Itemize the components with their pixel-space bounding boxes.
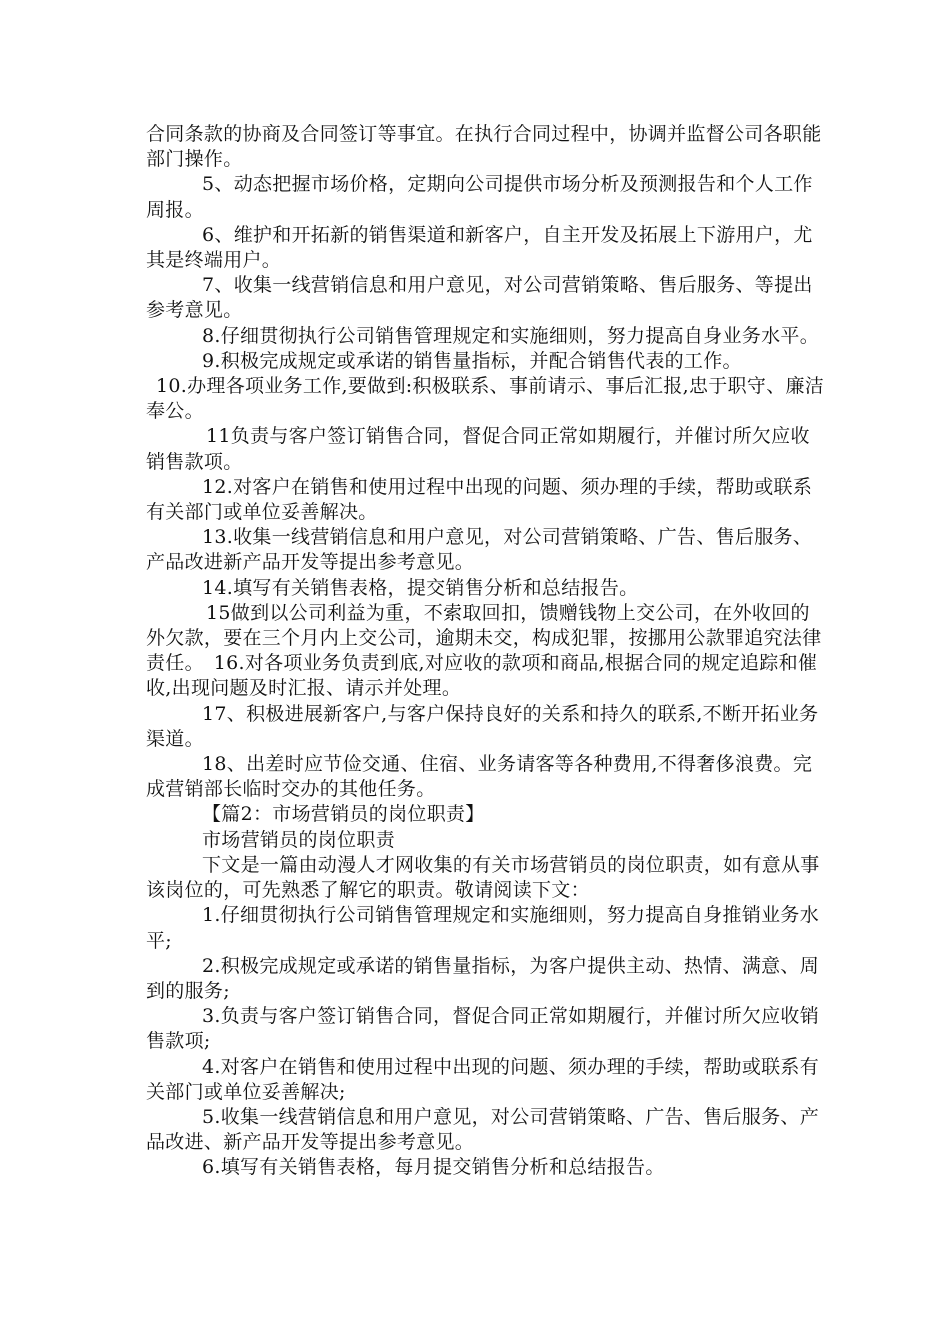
paragraph-item-11: 11负责与客户签订销售合同，督促合同正常如期履行，并催讨所欠应收销售款项。 bbox=[146, 425, 810, 473]
intro-paragraph: 下文是一篇由动漫人才网收集的有关市场营销员的岗位职责，如有意从事该岗位的，可先熟悉了解它的职责。敬请阅读下文： bbox=[146, 853, 820, 902]
paragraph-item-5: 5、动态把握市场价格，定期向公司提供市场分析及预测报告和个人工作周报。 bbox=[146, 173, 813, 221]
paragraph-item-18: 18、出差时应节俭交通、住宿、业务请客等各种费用,不得奢侈浪费。完成营销部长临时交办的其他任务。 bbox=[146, 753, 813, 801]
paragraph-item-9: 9.积极完成规定或承诺的销售量指标，并配合销售代表的工作。 bbox=[202, 349, 742, 372]
section-heading: 【篇2：市场营销员的岗位职责】 bbox=[202, 803, 485, 826]
paragraph-item-8: 8.仔细贯彻执行公司销售管理规定和实施细则，努力提高自身业务水平。 bbox=[202, 324, 820, 347]
duty-item-2: 2.积极完成规定或承诺的销售量指标，为客户提供主动、热情、满意、周到的服务; bbox=[146, 954, 820, 1002]
paragraph-contract-terms: 合同条款的协商及合同签订等事宜。在执行合同过程中，协调并监督公司各职能部门操作。 bbox=[146, 123, 822, 171]
paragraph-item-17: 17、积极进展新客户,与客户保持良好的关系和持久的联系,不断开拓业务渠道。 bbox=[146, 702, 819, 750]
paragraph-item-12: 12.对客户在销售和使用过程中出现的问题、须办理的手续，帮助或联系有关部门或单位妥善解决。 bbox=[146, 475, 813, 524]
duty-item-5: 5.收集一线营销信息和用户意见，对公司营销策略、广告、售后服务、产品改进、新产品开发等提出参考意见。 bbox=[146, 1105, 820, 1154]
paragraph-item-14: 14.填写有关销售表格，提交销售分析和总结报告。 bbox=[202, 576, 639, 599]
paragraph-item-7: 7、收集一线营销信息和用户意见，对公司营销策略、售后服务、等提出参考意见。 bbox=[146, 274, 813, 322]
paragraph-item-15-16: 15做到以公司利益为重，不索取回扣，馈赠钱物上交公司，在外收回的外欠款，要在三个月内上交公司，逾期未交，构成犯罪，按挪用公款罪追究法律责任。 16.对各项业务负责到底,对应收的款项和商品,根据合同的规定追踪和催收,出现问题及时汇报、请示并处理。 bbox=[146, 601, 822, 700]
duty-item-6: 6.填写有关销售表格，每月提交销售分析和总结报告。 bbox=[202, 1156, 665, 1179]
duty-item-3: 3.负责与客户签订销售合同，督促合同正常如期履行，并催讨所欠应收销售款项; bbox=[146, 1005, 820, 1053]
duty-item-1: 1.仔细贯彻执行公司销售管理规定和实施细则，努力提高自身推销业务水平; bbox=[146, 904, 820, 952]
paragraph-item-6: 6、维护和开拓新的销售渠道和新客户，自主开发及拓展上下游用户，尤其是终端用户。 bbox=[146, 223, 813, 272]
duty-item-4: 4.对客户在销售和使用过程中出现的问题、须办理的手续，帮助或联系有关部门或单位妥善解决; bbox=[146, 1055, 820, 1103]
document-body bbox=[146, 122, 826, 1181]
paragraph-item-13: 13.收集一线营销信息和用户意见，对公司营销策略、广告、售后服务、产品改进新产品开发等提出参考意见。 bbox=[146, 526, 813, 574]
section-title: 市场营销员的岗位职责 bbox=[202, 828, 396, 851]
paragraph-item-10: 10.办理各项业务工作,要做到:积极联系、事前请示、事后汇报,忠于职守、廉洁奉公。 bbox=[146, 375, 825, 423]
